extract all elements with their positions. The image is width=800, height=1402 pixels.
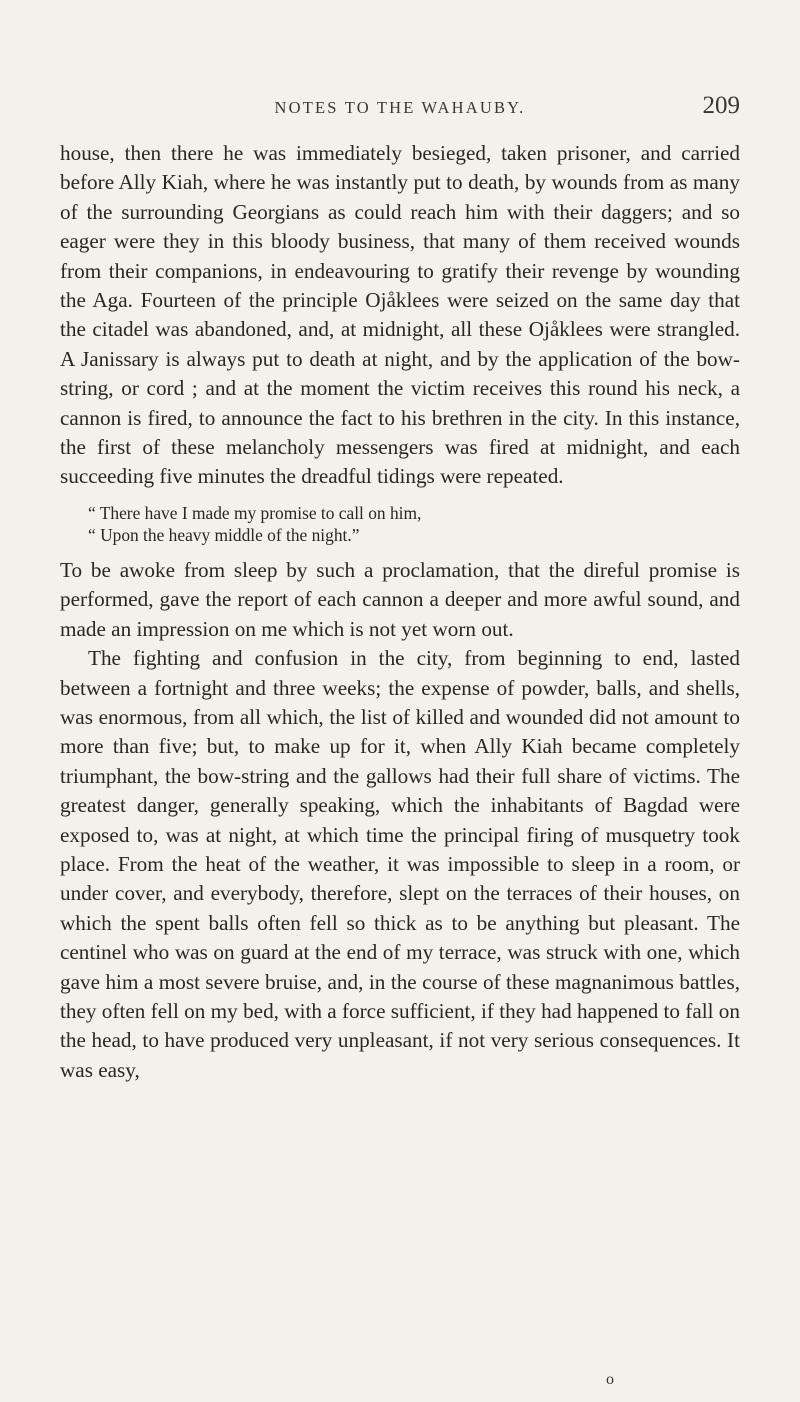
verse-line: “ Upon the heavy middle of the night.” xyxy=(88,524,360,545)
paragraph: house, then there he was immediately besieged, taken prisoner, and carried before Ally Kiah, where he was instantly put to death, by wounds from as many of the surrounding Georgians as could reach him with their daggers; and so eager were they in this bloody business, that many of them received wounds from their companions, in endeavouring to gratify their revenge by wounding the Aga. Fourteen of the principle Ojåklees were seized on the same day that the citadel was abandoned, and, at midnight, all these Ojåklees were strangled. A Janissary is always put to death at night, and by the application of the bow-string, or cord ; and at the moment the victim receives this round his neck, a cannon is fired, to announce the fact to his brethren in the city. In this instance, the first of these melancholy messengers was fired at midnight, and each succeeding five minutes the dreadful tidings were repeated. xyxy=(60,141,740,489)
running-title: NOTES TO THE WAHAUBY. xyxy=(274,98,526,117)
paragraph: The fighting and confusion in the city, from beginning to end, lasted between a fortnight and three weeks; the expense of powder, balls, and shells, was enormous, from all which, the list of killed and wounded did not amount to more than five; but, to make up for it, when Ally Kiah became completely triumphant, the bow-string and the gallows had their full share of victims. The greatest danger, generally speaking, which the inhabitants of Bagdad were exposed to, was at night, at which time the principal firing of musquetry took place. From the heat of the weather, it was impossible to sleep in a room, or under cover, and everybody, therefore, slept on the terraces of their houses, on which the spent balls often fell so thick as to be anything but pleasant. The centinel who was on guard at the end of my terrace, was struck with one, which gave him a most severe bruise, and, in the course of these magnanimous battles, they often fell on my bed, with a force sufficient, if they had happened to fall on the head, to have produced very unpleasant, if not very serious consequences. It was easy, xyxy=(60,646,740,1082)
paragraph: To be awoke from sleep by such a proclamation, that the direful promise is performed, gave the report of each cannon a deeper and more awful sound, and made an impression on me which is not yet worn out. xyxy=(60,557,740,641)
page-number: 209 xyxy=(702,92,740,119)
running-head xyxy=(60,92,740,122)
body-text xyxy=(60,139,740,1085)
verse-line: “ There have I made my promise to call on him, xyxy=(88,502,422,523)
signature-mark: o xyxy=(606,1371,614,1388)
verse-quote xyxy=(60,502,740,546)
